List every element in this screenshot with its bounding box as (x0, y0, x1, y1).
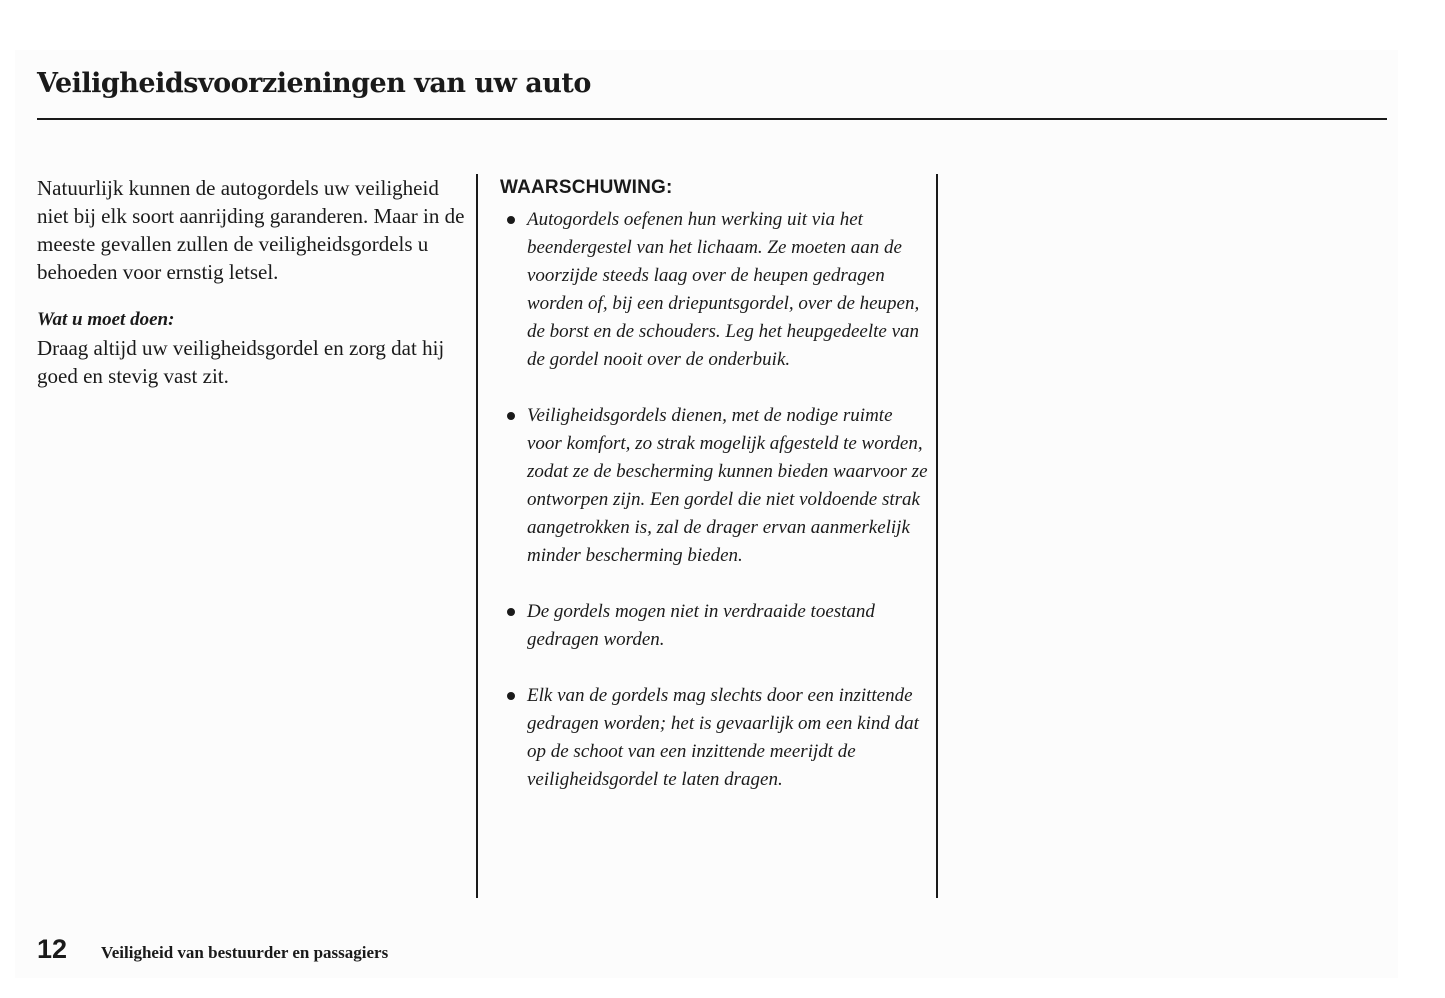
page-number: 12 (37, 934, 68, 964)
warning-item (500, 682, 930, 794)
title-divider (37, 118, 1387, 120)
warning-item (500, 402, 930, 570)
bullet-icon (507, 216, 515, 224)
warning-list (500, 206, 930, 794)
bullet-icon (507, 608, 515, 616)
bullet-icon (507, 692, 515, 700)
warning-box (500, 174, 930, 822)
bullet-icon (507, 412, 515, 420)
warning-item-text: De gordels mogen niet in verdraaide toestand gedragen worden. (527, 601, 875, 650)
warning-item (500, 206, 930, 374)
section-name: Veiligheid van bestuurder en passagiers (101, 943, 389, 962)
column-divider-right (936, 174, 938, 898)
warning-item-text: Veiligheidsgordels dienen, met de nodige ruimte voor komfort, zo strak mogelijk afgesteld te worden, zodat ze de bescherming kunnen bieden waarvoor ze ontworpen zijn. Een gordel die niet voldoende strak aangetrokken is, zal de drager ervan aanmerkelijk minder bescherming bieden. (527, 405, 928, 566)
manual-page (15, 50, 1398, 978)
instruction-paragraph: Draag altijd uw veiligheidsgordel en zorg dat hij goed en stevig vast zit. (37, 336, 445, 388)
page-title: Veiligheidsvoorzieningen van uw auto (37, 68, 591, 99)
warning-item-text: Elk van de gordels mag slechts door een inzittende gedragen worden; het is gevaarlijk om een kind dat op de schoot van een inzittende meerijdt de veiligheidsgordel te laten dragen. (527, 685, 919, 790)
subheading: Wat u moet doen: (37, 309, 175, 330)
warning-item (500, 598, 930, 654)
intro-paragraph: Natuurlijk kunnen de autogordels uw veiligheid niet bij elk soort aanrijding garanderen. Maar in de meeste gevallen zullen de veiligheidsgordels u behoeden voor ernstig letsel. (37, 176, 465, 284)
column-divider-left (476, 174, 478, 898)
page-footer (37, 934, 388, 965)
left-column (37, 174, 467, 390)
warning-title: WAARSCHUWING: (500, 177, 673, 198)
warning-item-text: Autogordels oefenen hun werking uit via het beendergestel van het lichaam. Ze moeten aan de voorzijde steeds laag over de heupen gedragen worden of, bij een driepuntsgordel, over de heupen, de borst en de schouders. Leg het heupgedeelte van de gordel nooit over de onderbuik. (527, 209, 920, 370)
